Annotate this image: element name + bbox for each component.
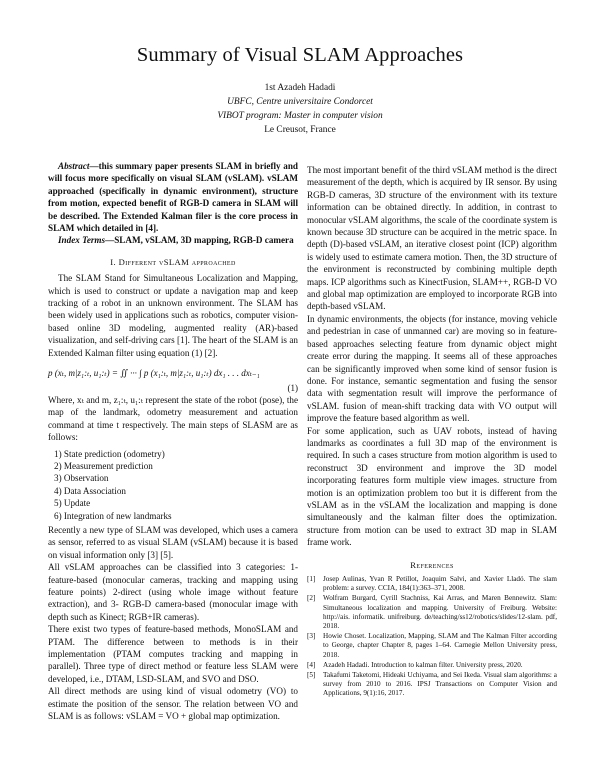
abstract-text: —this summary paper presents SLAM in briefly and will focus more specifically on visual SLAM (vSLAM). vSLAM approached (specifically in dynamic environment), structure from motion, expected benefit of RGB-D camera in SLAM will be described. The Extended Kalman filer is the core process in SLAM which detailed in [4].	[48, 161, 298, 234]
section1-paragraph-5: There exist two types of feature-based methods, MonoSLAM and PTAM. The difference between to methods is in their implementation (PTAM computes tracking and mapping in parallel). Three type of direct method or feature less SLAM were developed, i.e., DTAM, LSD-SLAM, and SVO and DSO.	[48, 624, 298, 684]
reference-item	[307, 632, 557, 660]
section1-paragraph-2: Where, xₜ and m, z₁:ₜ, u₁:ₜ represent the state of the robot (pose), the map of the landmark, odometry measurement and actuation command at time t respectively. The main steps of SLASM are as follows:	[48, 394, 298, 443]
reference-item	[307, 661, 557, 670]
slam-steps-list	[48, 448, 298, 522]
list-item: 6) Integration of new landmarks	[54, 510, 172, 521]
references-heading: References	[410, 559, 454, 570]
references-list	[307, 575, 557, 699]
right-column	[307, 164, 557, 700]
equation-body: p (xₜ, m|z₁:ₜ, u₁:ₜ) = ∬ ··· ∫ p (x₁:ₜ, m|z₁:ₜ, u₁:ₜ) dx₁ . . . dxₜ₋₁	[48, 368, 260, 379]
reference-number: [5]	[307, 671, 316, 680]
section1-paragraph-3: Recently a new type of SLAM was developed, which uses a camera as sensor, referred to as visual SLAM (vSLAM) because it is based on visual information only [3] [5].	[48, 524, 298, 560]
reference-number: [4]	[307, 660, 316, 669]
reference-text: Takafumi Taketomi, Hideaki Uchiyama, and Sei Ikeda. Visual slam algorithms: a survey from 2010 to 2016. IPSJ Transactions on Computer Vision and Applications, 9(1):16, 2017.	[323, 671, 557, 698]
section1-paragraph-4: All vSLAM approaches can be classified into 3 categories: 1- feature-based (monocular cameras, tracking and mapping using feature points) 2-direct (using whole image without feature extraction), and 3- RGB-D camera-based (monocular image with depth such as Kinect; RGB+IR cameras).	[48, 562, 298, 622]
right-paragraph-2: In dynamic environments, the objects (for instance, moving vehicle and pedestrian in case of unmanned car) are moving so in feature-based approaches selecting feature from dynamic object might create error during the mapping. It seems all of these approaches can be significantly improved when some kind of sensor fusion is done. For instance, semantic segmentation and fusing the sensor data with segmentation result will improve the performance of vSLAM. fusion of mean-shift tracking data with VO output will improve the feature based algorithm as well.	[307, 313, 557, 424]
reference-item	[307, 575, 557, 593]
author-name: 1st Azadeh Hadadi	[264, 83, 336, 93]
reference-number: [3]	[307, 632, 316, 641]
author-affiliation-1: UBFC, Centre universitaire Condorcet	[227, 97, 373, 107]
reference-text: Howie Choset. Localization, Mapping, SLAM and The Kalman Filter according to George, chapter Chapter 8, pages 1–64. Carnegie Mellon University press, 2018.	[323, 632, 557, 659]
equation-1	[48, 367, 298, 379]
section1-paragraph-1: The SLAM Stand for Simultaneous Localization and Mapping, which is used to construct or update a navigation map and keep tracking of a robot in an unknown environment. The SLAM has been widely used in applications such as robotics, computer vision-based online 3D modeling, augmented reality (AR)-based visualization, and self-driving cars [1]. The heart of the SLAM is an Extended Kalman filter using equation (1) [2].	[48, 273, 298, 358]
abstract-label: Abstract	[58, 161, 90, 171]
reference-text: Josep Aulinas, Yvan R Petillot, Joaquim Salvi, and Xavier Lladó. The slam problem: a survey. CCIA, 184(1):363–371, 2008.	[323, 575, 557, 593]
reference-item	[307, 671, 557, 699]
paper-title: Summary of Visual SLAM Approaches	[136, 44, 464, 66]
list-item: 4) Data Association	[54, 485, 126, 496]
index-terms-label: Index Terms	[58, 235, 106, 246]
index-terms	[48, 234, 298, 246]
reference-number: [2]	[307, 594, 316, 603]
section1-paragraph-6: All direct methods are using kind of visual odometry (VO) to estimate the position of the sensor. The relation between VO and SLAM is as follows: vSLAM = VO + global map optimization.	[48, 686, 298, 722]
reference-item	[307, 594, 557, 631]
equation-number: (1)	[287, 382, 298, 393]
right-paragraph-1: The most important benefit of the third vSLAM method is the direct measurement of the depth, which is acquired by IR sensor. By using RGB-D cameras, 3D structure of the environment with its texture information can be obtained directly. In addition, in contrast to monocular vSLAM algorithms, the scale of the coordinate system is known because 3D structure can be acquired in the metric space. In depth (D)-based vSLAM, an iterative closest point (ICP) algorithm is widely used to estimate camera motion. Then, the 3D structure of the environment is reconstructed by combining multiple depth maps. ICP algorithms such as KinectFusion, SLAM++, RGB-D VO and global map optimization are employed to incorporate RGB into depth-based vSLAM.	[307, 165, 557, 312]
reference-number: [1]	[307, 575, 316, 583]
list-item: 3) Observation	[54, 473, 109, 484]
right-paragraph-3: For some application, such as UAV robots, instead of having landmarks as coordinates a full 3D map of the environment is required. In such a cases structure from motion algorithm is used to reconstruct 3D environment and improve the 3D model incorporating features form multiple view images. structure from motion is an optimization problem too but it is different from the vSLAM as in the vSLAM the localization and mapping is done simultaneously and the kalman filter does the optimization. structure from motion can be used to extract 3D map in SLAM frame work.	[307, 425, 557, 548]
author-affiliation-2: VIBOT program: Master in computer vision	[217, 111, 383, 121]
abstract	[48, 160, 298, 234]
left-column	[48, 160, 298, 722]
reference-text: Wolfram Burgard, Cyrill Stachniss, Kai Arras, and Maren Bennewitz. Slam: Simultaneous localization and mapping. University of Freiburg. Website: http://ais. informatik. unifreiburg. de/teaching/ss12/robotics/slides/12-slam. pdf, 2018.	[323, 594, 557, 631]
list-item: 5) Update	[54, 498, 91, 509]
reference-text: Azadeh Hadadi. Introduction to kalman filter. University press, 2020.	[323, 660, 523, 669]
section-heading-1: I. Different vSLAM approached	[110, 256, 236, 267]
list-item: 2) Measurement prediction	[54, 460, 153, 471]
list-item: 1) State prediction (odometry)	[54, 448, 165, 459]
author-affiliation-3: Le Creusot, France	[264, 125, 336, 135]
index-terms-text: —SLAM, vSLAM, 3D mapping, RGB-D camera	[105, 235, 294, 246]
